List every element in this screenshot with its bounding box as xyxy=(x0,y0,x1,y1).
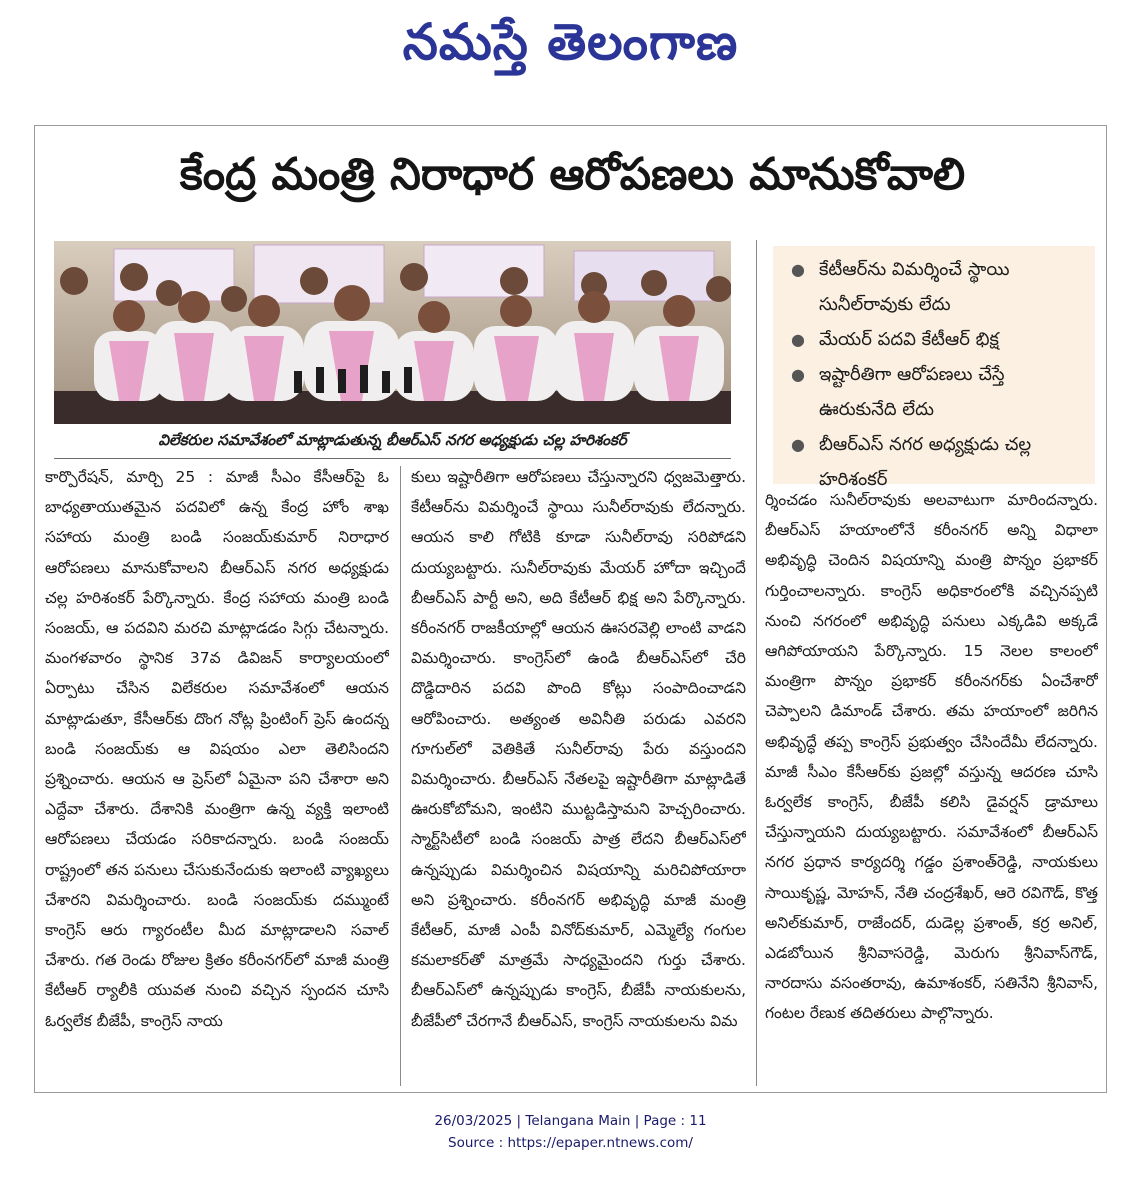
highlight-item: ● కేటీఆర్‌ను విమర్శించే స్థాయి సునీల్‌రావుకు లేదు xyxy=(783,252,1085,322)
column-divider xyxy=(400,466,401,1086)
column-divider xyxy=(756,240,757,1086)
article-column-3 xyxy=(765,485,1098,1090)
bullet-icon: ● xyxy=(791,260,805,279)
photo-illustration xyxy=(54,241,731,424)
press-meet-photo xyxy=(54,241,731,424)
bullet-icon: ● xyxy=(791,330,805,349)
footer xyxy=(0,1110,1141,1154)
footer-date-page: 26/03/2025 | Telangana Main | Page : 11 xyxy=(434,1113,707,1129)
bullet-icon: ● xyxy=(791,365,805,384)
highlights-box xyxy=(773,246,1095,490)
column-3-text: ర్శించడం సునీల్‌రావుకు అలవాటుగా మారిందన్నారు. బీఆర్ఎస్ హయాంలోనే కరీంనగర్ అన్ని విధాలా అభివృద్ధి చెందిన విషయాన్ని మంత్రి పొన్నం ప్రభాకర్ గుర్తించాలన్నారు. కాంగ్రెస్ అధికారంలోకి వచ్చినప్పటి నుంచి నగరంలో అభివృద్ధి పనులు ఎక్కడివి అక్కడే ఆగిపోయాయని పేర్కొన్నారు. 15 నెలల కాలంలో మంత్రిగా పొన్నం ప్రభాకర్ కరీంనగర్‌కు ఏంచేశారో చెప్పాలని డిమాండ్ చేశారు. తమ హయాంలో జరిగిన అభివృద్ధే తప్ప కాంగ్రెస్ ప్రభుత్వం చేసిందేమీ లేదన్నారు. మాజీ సీఎం కేసీఆర్‌కు ప్రజల్లో వస్తున్న ఆదరణ చూసి ఓర్వలేక కాంగ్రెస్, బీజేపీ కలిసి డైవర్షన్ డ్రామాలు చేస్తున్నాయని దుయ్యబట్టారు. సమావేశంలో బీఆర్ఎస్ నగర ప్రధాన కార్యదర్శి గడ్డం ప్రశాంత్‌రెడ్డి, నాయకులు సాయికృష్ణ, మోహన్, నేతి చంద్రశేఖర్, ఆరె రవిగౌడ్, కొత్త అనిల్‌కుమార్, రాజేందర్, దుడెల్ల ప్రశాంత్, కర్ర అనిల్, ఎడబోయిన శ్రీనివాసరెడ్డి, మెరుగు శ్రీనివాస్‌గౌడ్, నారదాసు వసంతరావు, ఉమాశంకర్, సతినేని శ్రీనివాస్, గంటల రేణుక తదితరులు పాల్గొన్నారు. xyxy=(765,491,1098,1023)
article-column-1 xyxy=(45,462,389,1090)
highlight-item: ● మేయర్ పదవి కేటీఆర్ భిక్ష xyxy=(783,322,1085,357)
highlight-item: ● బీఆర్ఎస్ నగర అధ్యక్షుడు చల్ల హరిశంకర్ xyxy=(783,427,1085,497)
bullet-icon: ● xyxy=(791,435,805,454)
caption-divider xyxy=(54,458,731,459)
article-headline: కేంద్ర మంత్రి నిరాధార ఆరోపణలు మానుకోవాలి xyxy=(179,149,966,200)
article-column-2 xyxy=(411,462,746,1090)
column-2-text: కులు ఇష్టారీతిగా ఆరోపణలు చేస్తున్నారని ధ్వజమెత్తారు. కేటీఆర్‌ను విమర్శించే స్థాయి సునీల్‌రావుకు లేదన్నారు. ఆయన కాలి గోటికి కూడా సునీల్‌రావు సరిపోడని దుయ్యబట్టారు. సునీల్‌రావుకు మేయర్ హోదా ఇచ్చిందే బీఆర్ఎస్ పార్టీ అని, అది కేటీఆర్ భిక్ష అని పేర్కొన్నారు. కరీంనగర్ రాజకీయాల్లో ఆయన ఊసరవెల్లి లాంటి వాడని విమర్శించారు. కాంగ్రెస్‌లో ఉండి బీఆర్ఎస్‌లో చేరి దొడ్డిదారిన పదవి పొంది కోట్లు సంపాదించాడని ఆరోపించారు. అత్యంత అవినీతి పరుడు ఎవరని గూగుల్‌లో వెతికితే సునీల్‌రావు పేరు వస్తుందని విమర్శించారు. బీఆర్ఎస్ నేతలపై ఇష్టారీతిగా మాట్లాడితే ఊరుకోబోమని, ఇంటిని ముట్టడిస్తామని హెచ్చరించారు. స్మార్ట్‌సిటీలో బండి సంజయ్ పాత్ర లేదని బీఆర్ఎస్‌లో ఉన్నప్పుడు విమర్శించిన విషయాన్ని మరిచిపోయారా అని ప్రశ్నించారు. కరీంనగర్ అభివృద్ధి మాజీ మంత్రి కేటీఆర్, మాజీ ఎంపీ వినోద్‌కుమార్, ఎమ్మెల్యే గంగుల కమలాకర్‌తో మాత్రమే సాధ్యమైందని గుర్తు చేశారు. బీఆర్ఎస్‌లో ఉన్నప్పుడు కాంగ్రెస్, బీజేపీ నాయకులను, బీజేపీలో చేరగానే బీఆర్ఎస్, కాంగ్రెస్ నాయకులను విమ xyxy=(411,468,746,1030)
newspaper-logo: నమస్తే తెలంగాణ xyxy=(402,12,739,71)
footer-source: Source : https://epaper.ntnews.com/ xyxy=(448,1135,693,1151)
masthead xyxy=(0,0,1141,120)
column-1-text: కార్పొరేషన్, మార్చి 25 : మాజీ సీఎం కేసీఆర్‌పై ఓ బాధ్యతాయుతమైన పదవిలో ఉన్న కేంద్ర హోం శాఖ సహాయ మంత్రి బండి సంజయ్‌కుమార్ నిరాధార ఆరోపణలు మానుకోవాలని బీఆర్ఎస్ నగర అధ్యక్షుడు చల్ల హరిశంకర్ పేర్కొన్నారు. కేంద్ర సహాయ మంత్రి బండి సంజయ్, ఆ పదవిని మరచి మాట్లాడడం సిగ్గు చేటన్నారు. మంగళవారం స్థానిక 37వ డివిజన్ కార్యాలయంలో ఏర్పాటు చేసిన విలేకరుల సమావేశంలో ఆయన మాట్లాడుతూ, కేసీఆర్‌కు దొంగ నోట్ల ప్రింటింగ్ ప్రెస్ ఉందన్న బండి సంజయ్‌కు ఆ విషయం ఎలా తెలిసిందని ప్రశ్నించారు. ఆయన ఆ ప్రెస్‌లో ఏమైనా పని చేశారా అని ఎద్దేవా చేశారు. దేశానికి మంత్రిగా ఉన్న వ్యక్తి ఇలాంటి ఆరోపణలు చేయడం సరికాదన్నారు. బండి సంజయ్ రాష్ట్రంలో తన పనులు చేసుకునేందుకు ఇలాంటి వ్యాఖ్యలు చేశారని విమర్శించారు. బండి సంజయ్‌కు దమ్ముంటే కాంగ్రెస్ ఆరు గ్యారంటీల మీద మాట్లాడాలని సవాల్ చేశారు. గత రెండు రోజుల క్రితం కరీంనగర్‌లో మాజీ మంత్రి కేటీఆర్ ర్యాలీకి యువత నుంచి వచ్చిన స్పందన చూసి ఓర్వలేక బీజేపీ, కాంగ్రెస్ నాయ xyxy=(45,468,389,1030)
photo-caption: విలేకరుల సమావేశంలో మాట్లాడుతున్న బీఆర్ఎస్ నగర అధ్యక్షుడు చల్ల హరిశంకర్ xyxy=(158,431,627,449)
highlight-item: ● ఇష్టారీతిగా ఆరోపణలు చేస్తే ఊరుకునేది లేదు xyxy=(783,357,1085,427)
